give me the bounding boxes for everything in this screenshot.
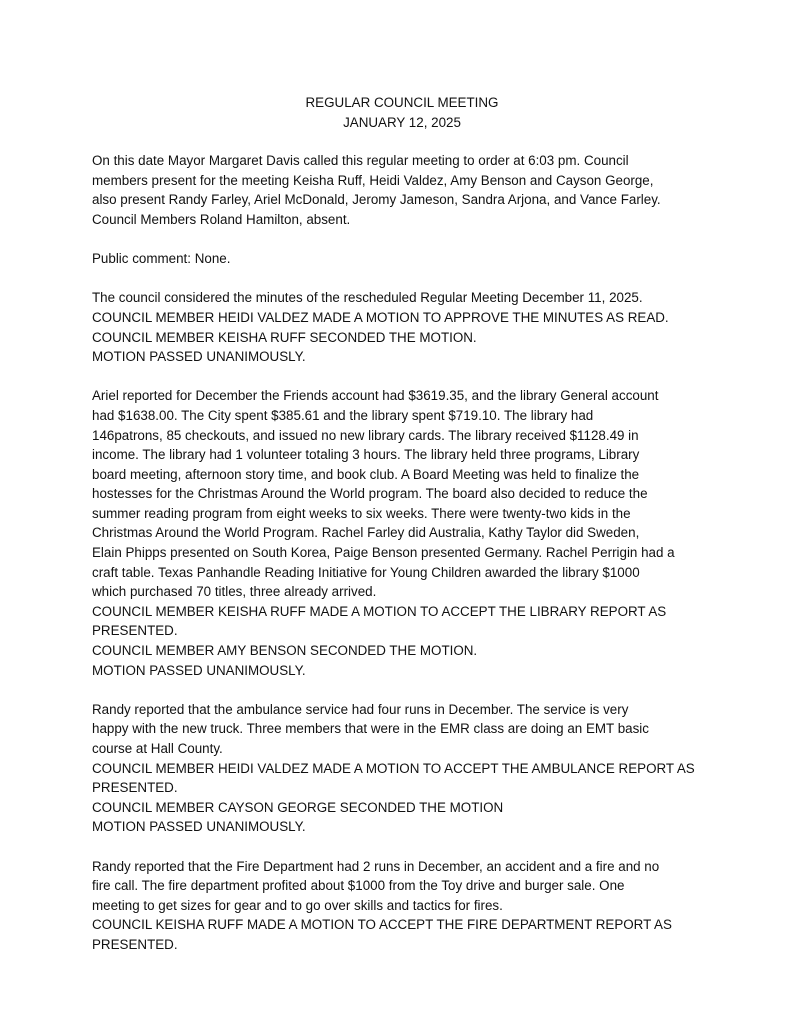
text-line: PRESENTED.: [92, 623, 178, 639]
paragraph-fire-report: [92, 857, 712, 955]
text-line: Elain Phipps presented on South Korea, Paige Benson presented Germany. Rachel Perrigin had a: [92, 545, 675, 561]
text-line: COUNCIL MEMBER HEIDI VALDEZ MADE A MOTION TO ACCEPT THE AMBULANCE REPORT AS: [92, 760, 695, 776]
text-line: COUNCIL MEMBER KEISHA RUFF SECONDED THE MOTION.: [92, 329, 477, 345]
meeting-title: REGULAR COUNCIL MEETING: [305, 95, 499, 110]
text-line: The council considered the minutes of the rescheduled Regular Meeting December 11, 2025.: [92, 290, 643, 306]
paragraph-ambulance-report: [92, 700, 712, 837]
text-line: board meeting, afternoon story time, and book club. A Board Meeting was held to finalize the: [92, 466, 640, 482]
document-page: [92, 93, 712, 974]
text-line: Ariel reported for December the Friends account had $3619.35, and the library General account: [92, 388, 659, 404]
text-line: MOTION PASSED UNANIMOUSLY.: [92, 819, 306, 835]
text-line: had $1638.00. The City spent $385.61 and the library spent $719.10. The library had: [92, 407, 594, 423]
text-line: Council Members Roland Hamilton, absent.: [92, 211, 351, 227]
text-line: hostesses for the Christmas Around the World program. The board also decided to reduce the: [92, 486, 648, 502]
paragraph-library-report: [92, 386, 712, 680]
text-line: Public comment: None.: [92, 251, 231, 267]
text-line: Randy reported that the ambulance service had four runs in December. The service is very: [92, 701, 629, 717]
text-line: MOTION PASSED UNANIMOUSLY.: [92, 349, 306, 365]
meeting-date: JANUARY 12, 2025: [343, 114, 461, 130]
minutes-body: [92, 151, 712, 954]
text-line: summer reading program from eight weeks to six weeks. There were twenty-two kids in the: [92, 505, 631, 521]
paragraph-minutes: [92, 288, 712, 366]
paragraph-public-comment: [92, 249, 712, 269]
text-line: which purchased 70 titles, three already arrived.: [92, 584, 377, 600]
paragraph-opening: [92, 151, 712, 229]
text-line: Christmas Around the World Program. Rachel Farley did Australia, Kathy Taylor did Sweden,: [92, 525, 640, 541]
text-line: course at Hall County.: [92, 741, 223, 756]
text-line: happy with the new truck. Three members that were in the EMR class are doing an EMT basic: [92, 721, 649, 737]
text-line: COUNCIL MEMBER CAYSON GEORGE SECONDED THE MOTION: [92, 799, 504, 815]
text-line: PRESENTED.: [92, 780, 178, 796]
text-line: MOTION PASSED UNANIMOUSLY.: [92, 662, 306, 678]
text-line: members present for the meeting Keisha Ruff, Heidi Valdez, Amy Benson and Cayson George,: [92, 172, 654, 188]
text-line: COUNCIL MEMBER AMY BENSON SECONDED THE MOTION.: [92, 643, 478, 659]
text-line: COUNCIL MEMBER KEISHA RUFF MADE A MOTION TO ACCEPT THE LIBRARY REPORT AS: [92, 603, 667, 619]
text-line: also present Randy Farley, Ariel McDonald, Jeromy Jameson, Sandra Arjona, and Vance Farley.: [92, 192, 661, 208]
text-line: meeting to get sizes for gear and to go over skills and tactics for fires.: [92, 897, 503, 913]
text-line: fire call. The fire department profited about $1000 from the Toy drive and burger sale. One: [92, 878, 625, 894]
document-header: [92, 93, 712, 132]
text-line: Randy reported that the Fire Department had 2 runs in December, an accident and a fire and no: [92, 858, 660, 874]
text-line: PRESENTED.: [92, 936, 178, 952]
text-line: COUNCIL KEISHA RUFF MADE A MOTION TO ACCEPT THE FIRE DEPARTMENT REPORT AS: [92, 917, 672, 933]
text-line: craft table. Texas Panhandle Reading Initiative for Young Children awarded the library $1000: [92, 564, 640, 580]
text-line: COUNCIL MEMBER HEIDI VALDEZ MADE A MOTION TO APPROVE THE MINUTES AS READ.: [92, 309, 669, 325]
text-line: 146patrons, 85 checkouts, and issued no new library cards. The library received $1128.49 in: [92, 427, 639, 443]
text-line: On this date Mayor Margaret Davis called this regular meeting to order at 6:03 pm. Council: [92, 153, 629, 169]
text-line: income. The library had 1 volunteer totaling 3 hours. The library held three programs, Library: [92, 447, 640, 463]
